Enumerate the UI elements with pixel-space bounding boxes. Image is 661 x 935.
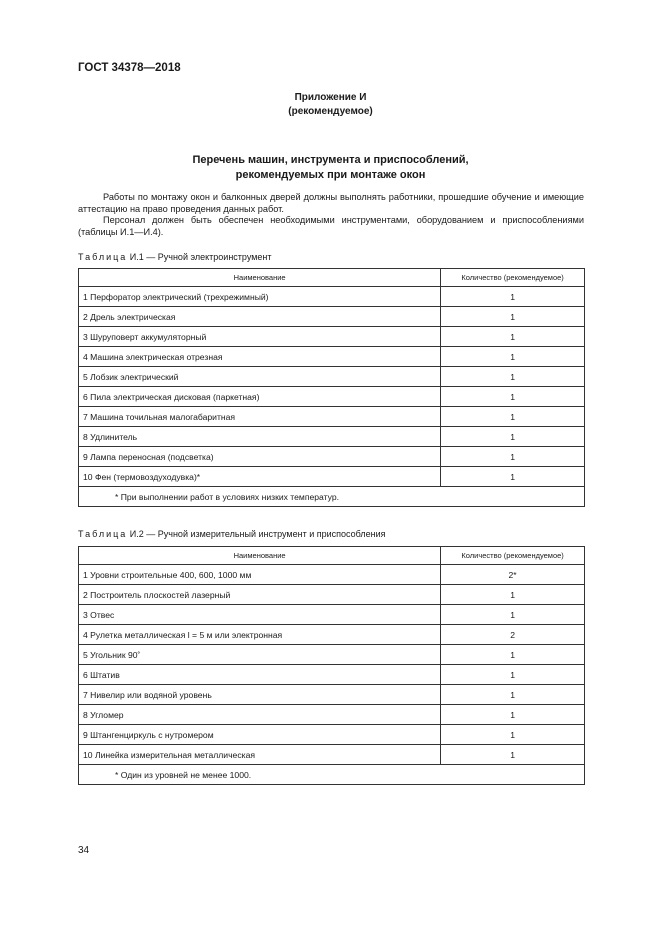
table2-caption-text: И.2 — Ручной измерительный инструмент и приспособления (127, 529, 386, 539)
page-title-line1: Перечень машин, инструмента и приспособлений, (192, 154, 469, 166)
item-quantity: 2* (441, 565, 585, 585)
table-row (79, 327, 585, 347)
page-title-line2: рекомендуемых при монтаже окон (235, 169, 426, 181)
table-note-row (79, 765, 585, 785)
item-quantity: 1 (441, 725, 585, 745)
table2-caption-prefix: Таблица (78, 529, 128, 539)
table-header-row (79, 547, 585, 565)
item-name: 9 Лампа переносная (подсветка) (79, 447, 441, 467)
table-row (79, 467, 585, 487)
table1-caption-prefix: Таблица (78, 252, 128, 262)
item-quantity: 1 (441, 685, 585, 705)
table-row (79, 665, 585, 685)
table-row (79, 725, 585, 745)
table-row (79, 387, 585, 407)
item-name: 7 Нивелир или водяной уровень (79, 685, 441, 705)
item-name: 8 Удлинитель (79, 427, 441, 447)
column-header-name: Наименование (79, 547, 441, 565)
intro-paragraph-1: Работы по монтажу окон и балконных дверей должны выполнять работники, прошедшие обучение и имеющие аттестацию на право проведения данных работ. (78, 192, 584, 214)
item-name: 2 Построитель плоскостей лазерный (79, 585, 441, 605)
table-row (79, 565, 585, 585)
table-row (79, 585, 585, 605)
item-quantity: 1 (441, 467, 585, 487)
item-quantity: 1 (441, 427, 585, 447)
item-quantity: 1 (441, 367, 585, 387)
item-name: 6 Штатив (79, 665, 441, 685)
table-footnote: * Один из уровней не менее 1000. (79, 765, 585, 785)
item-quantity: 2 (441, 625, 585, 645)
page-title (0, 153, 661, 183)
item-quantity: 1 (441, 645, 585, 665)
table-row (79, 407, 585, 427)
table-row (79, 287, 585, 307)
document-code: ГОСТ 34378—2018 (78, 62, 181, 74)
table1-caption (78, 252, 272, 262)
table-row (79, 367, 585, 387)
table-row (79, 685, 585, 705)
column-header-quantity: Количество (рекомендуемое) (441, 547, 585, 565)
table-row (79, 605, 585, 625)
table-header-row (79, 269, 585, 287)
table-row (79, 705, 585, 725)
table-footnote: * При выполнении работ в условиях низких температур. (79, 487, 585, 507)
table1 (78, 268, 585, 507)
appendix-status: (рекомендуемое) (288, 106, 373, 117)
table-row (79, 307, 585, 327)
item-name: 10 Фен (термовоздуходувка)* (79, 467, 441, 487)
item-quantity: 1 (441, 447, 585, 467)
item-name: 4 Машина электрическая отрезная (79, 347, 441, 367)
item-name: 1 Уровни строительные 400, 600, 1000 мм (79, 565, 441, 585)
item-name: 2 Дрель электрическая (79, 307, 441, 327)
table2-caption (78, 529, 386, 539)
intro-paragraph-2: Персонал должен быть обеспечен необходимыми инструментами, оборудованием и приспособлениями (таблицы И.1—И.4). (78, 215, 584, 237)
item-quantity: 1 (441, 605, 585, 625)
item-quantity: 1 (441, 387, 585, 407)
appendix-heading (0, 91, 661, 119)
item-name: 10 Линейка измерительная металлическая (79, 745, 441, 765)
item-quantity: 1 (441, 407, 585, 427)
item-name: 8 Угломер (79, 705, 441, 725)
table-row (79, 427, 585, 447)
page-number: 34 (78, 845, 90, 856)
item-name: 3 Шуруповерт аккумуляторный (79, 327, 441, 347)
item-quantity: 1 (441, 327, 585, 347)
item-quantity: 1 (441, 307, 585, 327)
item-quantity: 1 (441, 705, 585, 725)
item-name: 5 Угольник 90˚ (79, 645, 441, 665)
intro-text (78, 192, 584, 238)
table-row (79, 645, 585, 665)
item-name: 5 Лобзик электрический (79, 367, 441, 387)
appendix-label: Приложение И (294, 92, 367, 103)
table-note-row (79, 487, 585, 507)
item-name: 7 Машина точильная малогабаритная (79, 407, 441, 427)
table-row (79, 447, 585, 467)
table2 (78, 546, 585, 785)
item-quantity: 1 (441, 287, 585, 307)
item-name: 4 Рулетка металлическая l = 5 м или электронная (79, 625, 441, 645)
item-quantity: 1 (441, 665, 585, 685)
table-row (79, 347, 585, 367)
item-quantity: 1 (441, 585, 585, 605)
table1-caption-text: И.1 — Ручной электроинструмент (127, 252, 272, 262)
table-row (79, 625, 585, 645)
column-header-quantity: Количество (рекомендуемое) (441, 269, 585, 287)
item-name: 9 Штангенциркуль с нутромером (79, 725, 441, 745)
column-header-name: Наименование (79, 269, 441, 287)
item-name: 6 Пила электрическая дисковая (паркетная) (79, 387, 441, 407)
item-name: 1 Перфоратор электрический (трехрежимный) (79, 287, 441, 307)
table-row (79, 745, 585, 765)
item-name: 3 Отвес (79, 605, 441, 625)
item-quantity: 1 (441, 745, 585, 765)
item-quantity: 1 (441, 347, 585, 367)
